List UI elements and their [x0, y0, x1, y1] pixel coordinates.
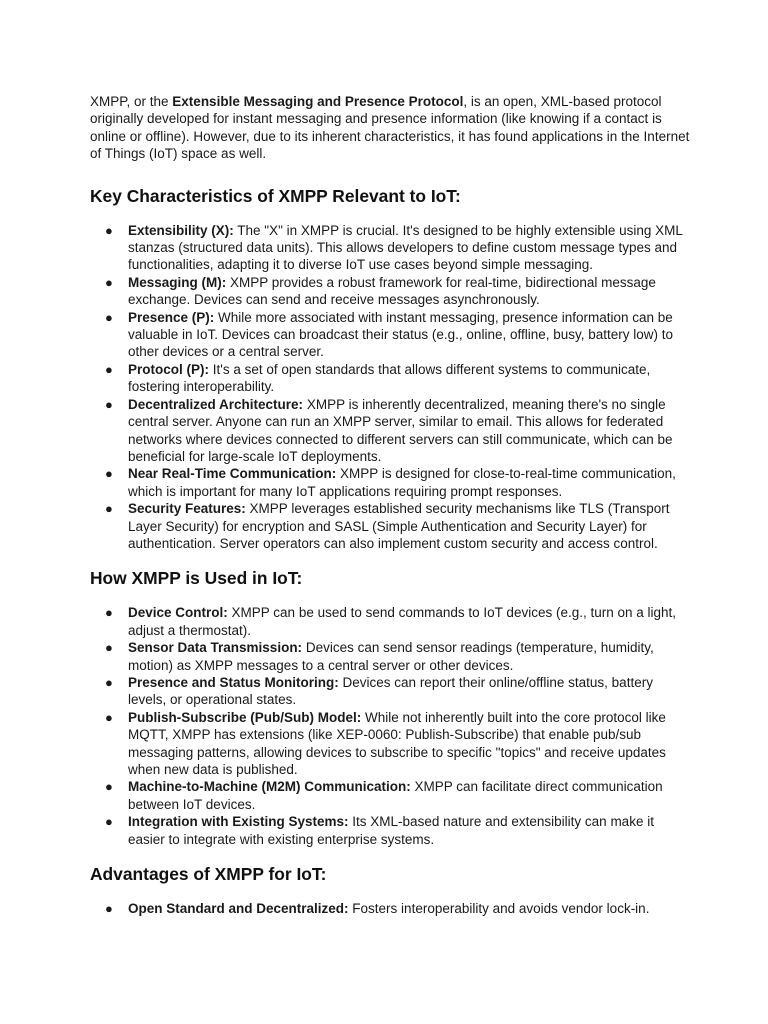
list-item	[90, 361, 690, 396]
item-term: Protocol (P):	[128, 361, 209, 377]
document-page	[90, 93, 690, 917]
item-term: Near Real-Time Communication:	[128, 466, 337, 482]
list-item	[90, 604, 690, 639]
intro-paragraph	[90, 93, 690, 163]
section-heading-characteristics: Key Characteristics of XMPP Relevant to IoT:	[90, 185, 461, 206]
item-text: Its XML-based nature and extensibility can make it easier to integrate with existing enterprise systems.	[128, 814, 654, 847]
section-heading-advantages: Advantages of XMPP for IoT:	[90, 864, 327, 885]
list-item	[90, 274, 690, 309]
list-item	[90, 639, 690, 674]
item-text: Devices can send sensor readings (temperature, humidity, motion) as XMPP messages to a central server or other devices.	[128, 640, 654, 673]
list-item	[90, 500, 690, 552]
intro-term: Extensible Messaging and Presence Protocol	[172, 94, 464, 109]
bullet-icon: ●	[105, 466, 113, 482]
item-term: Sensor Data Transmission:	[128, 640, 303, 656]
item-term: Presence (P):	[128, 309, 215, 325]
list-item	[90, 674, 690, 709]
bullet-icon: ●	[105, 309, 113, 325]
item-term: Extensibility (X):	[128, 222, 234, 238]
bullet-icon: ●	[105, 605, 113, 621]
item-text: XMPP can facilitate direct communication between IoT devices.	[128, 779, 663, 812]
item-term: Machine-to-Machine (M2M) Communication:	[128, 779, 411, 795]
list-item	[90, 222, 690, 274]
item-text: XMPP provides a robust framework for real-time, bidirectional message exchange. Devices can send and receive messages asynchronously.	[128, 274, 656, 308]
item-term: Messaging (M):	[128, 274, 227, 290]
item-term: Publish-Subscribe (Pub/Sub) Model:	[128, 709, 362, 725]
item-text: XMPP leverages established security mechanisms like TLS (Transport Layer Security) for encryption and SASL (Simple Authentication and Security Layer) for authentication. Server operators can also implement custom security and access control.	[128, 501, 670, 551]
list-item	[90, 900, 690, 917]
intro-before: XMPP, or the	[90, 94, 173, 109]
bullet-icon: ●	[105, 901, 113, 917]
item-text: The "X" in XMPP is crucial. It's designed to be highly extensible using XML stanzas (structured data units). This allows developers to define custom message types and functionalities, adapting it to diverse IoT use cases beyond simple messaging.	[128, 222, 683, 273]
intro-after: , is an open, XML-based protocol originally developed for instant messaging and presence information (like knowing if a contact is online or offline). However, due to its inherent characteristics, it has found applications in the Internet of Things (IoT) space as well.	[90, 94, 690, 162]
characteristics-list	[90, 222, 690, 553]
list-item	[90, 709, 690, 779]
item-term: Security Features:	[128, 501, 246, 517]
list-item	[90, 813, 690, 848]
list-item	[90, 396, 690, 466]
item-term: Decentralized Architecture:	[128, 396, 304, 412]
bullet-icon: ●	[105, 361, 113, 377]
advantages-list	[90, 900, 690, 917]
usage-list	[90, 604, 690, 848]
item-term: Open Standard and Decentralized:	[128, 901, 349, 917]
bullet-icon: ●	[105, 396, 113, 412]
item-text: It's a set of open standards that allows different systems to communicate, fostering interoperability.	[128, 361, 651, 395]
bullet-icon: ●	[105, 274, 113, 290]
item-text: While more associated with instant messaging, presence information can be valuable in IoT. Devices can broadcast their status (e.g., online, offline, busy, battery low) to other devices or a central server.	[128, 309, 674, 360]
section-heading-usage: How XMPP is Used in IoT:	[90, 568, 303, 589]
item-text: XMPP is inherently decentralized, meaning there's no single central server. Anyone can run an XMPP server, similar to email. This allows for federated networks where devices connected to different servers can still communicate, which can be beneficial for large-scale IoT deployments.	[128, 396, 673, 464]
item-text: Devices can report their online/offline status, battery levels, or operational states.	[128, 674, 653, 708]
bullet-icon: ●	[105, 709, 113, 725]
item-text: Fosters interoperability and avoids vendor lock-in.	[348, 901, 650, 917]
bullet-icon: ●	[105, 640, 113, 656]
item-term: Integration with Existing Systems:	[128, 814, 349, 830]
bullet-icon: ●	[105, 501, 113, 517]
bullet-icon: ●	[105, 674, 113, 690]
item-text: XMPP is designed for close-to-real-time communication, which is important for many IoT applications requiring prompt responses.	[128, 466, 676, 499]
bullet-icon: ●	[105, 222, 113, 238]
bullet-icon: ●	[105, 779, 113, 795]
item-term: Device Control:	[128, 605, 228, 621]
list-item	[90, 465, 690, 500]
item-text: While not inherently built into the core protocol like MQTT, XMPP has extensions (like XEP-0060: Publish-Subscribe) that enable pub/sub messaging patterns, allowing devices to subscribe to specific "topics" and receive updates when new data is published.	[128, 709, 666, 777]
list-item	[90, 778, 690, 813]
item-term: Presence and Status Monitoring:	[128, 674, 339, 690]
item-text: XMPP can be used to send commands to IoT devices (e.g., turn on a light, adjust a thermostat).	[128, 605, 677, 638]
list-item	[90, 309, 690, 361]
bullet-icon: ●	[105, 814, 113, 830]
